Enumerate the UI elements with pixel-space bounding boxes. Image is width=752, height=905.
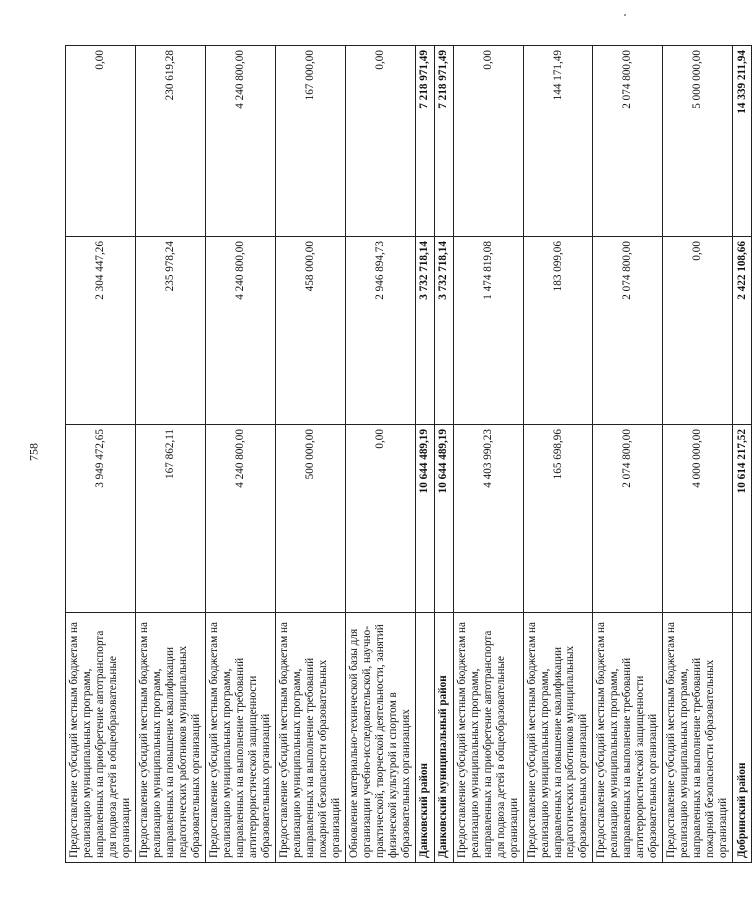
row-value-1: 500 000,00 xyxy=(275,425,345,613)
row-value-3: 14 339 211,94 xyxy=(733,46,752,237)
row-value-2: 183 099,06 xyxy=(523,237,593,425)
row-value-1: 165 698,96 xyxy=(523,425,593,613)
row-value-2: 1 474 819,08 xyxy=(453,237,523,425)
table-row xyxy=(66,46,136,863)
row-value-2: 235 978,24 xyxy=(135,237,205,425)
row-name: Предоставление субсидий местным бюджетам на реализацию муниципальных программ, направленных на повышение квалификации педагогических работников муниципальных образовательных организаций xyxy=(523,613,593,863)
page-number: 758 xyxy=(26,443,41,461)
table-row xyxy=(593,46,663,863)
row-value-2: 0,00 xyxy=(663,237,733,425)
row-value-2: 2 074 800,00 xyxy=(593,237,663,425)
row-value-1: 4 240 800,00 xyxy=(205,425,275,613)
scan-speck xyxy=(624,14,626,16)
row-name: Предоставление субсидий местным бюджетам на реализацию муниципальных программ, направленных на выполнение требований антитеррористической защищенности образовательных организаций xyxy=(593,613,663,863)
row-value-2: 3 732 718,14 xyxy=(415,237,434,425)
row-value-1: 167 862,11 xyxy=(135,425,205,613)
budget-table xyxy=(65,45,752,863)
table-container xyxy=(65,46,748,863)
row-value-3: 5 000 000,00 xyxy=(663,46,733,237)
row-value-3: 0,00 xyxy=(345,46,415,237)
row-value-3: 4 240 800,00 xyxy=(205,46,275,237)
row-value-2: 2 304 447,26 xyxy=(66,237,136,425)
row-name: Предоставление субсидий местным бюджетам на реализацию муниципальных программ, направленных на приобретение автотранспорта для подвоза детей в общеобразовательные организации xyxy=(66,613,136,863)
row-value-3: 7 218 971,49 xyxy=(434,46,453,237)
row-value-3: 2 074 800,00 xyxy=(593,46,663,237)
row-value-2: 458 000,00 xyxy=(275,237,345,425)
row-value-3: 230 619,28 xyxy=(135,46,205,237)
row-value-1: 10 644 489,19 xyxy=(434,425,453,613)
table-row-total xyxy=(415,46,434,863)
row-name: Обновление материально-технической базы для организации учебно-исследовательской, научно-практической, творческой деятельности, занятий физической культурой и спортом в образовательных организациях xyxy=(345,613,415,863)
table-body xyxy=(66,46,752,863)
row-value-1: 3 949 472,65 xyxy=(66,425,136,613)
row-value-1: 4 403 990,23 xyxy=(453,425,523,613)
row-name: Предоставление субсидий местным бюджетам на реализацию муниципальных программ, направленных на выполнение требований пожарной безопасности образовательных организаций xyxy=(663,613,733,863)
table-row-total xyxy=(733,46,752,863)
table-row xyxy=(663,46,733,863)
row-value-3: 0,00 xyxy=(453,46,523,237)
row-name: Добринский район xyxy=(733,613,752,863)
row-value-3: 167 000,00 xyxy=(275,46,345,237)
table-row xyxy=(135,46,205,863)
table-row xyxy=(205,46,275,863)
table-row xyxy=(453,46,523,863)
table-row xyxy=(523,46,593,863)
row-name: Предоставление субсидий местным бюджетам на реализацию муниципальных программ, направленных на выполнение требований антитеррористической защищенности образовательных организаций xyxy=(205,613,275,863)
table-row xyxy=(345,46,415,863)
row-value-2: 3 732 718,14 xyxy=(434,237,453,425)
row-value-1: 10 614 217,52 xyxy=(733,425,752,613)
table-row-total xyxy=(434,46,453,863)
row-value-2: 4 240 800,00 xyxy=(205,237,275,425)
row-name: Предоставление субсидий местным бюджетам на реализацию муниципальных программ, направленных на повышение квалификации педагогических работников муниципальных образовательных организаций xyxy=(135,613,205,863)
row-value-3: 0,00 xyxy=(66,46,136,237)
row-name: Предоставление субсидий местным бюджетам на реализацию муниципальных программ, направленных на приобретение автотранспорта для подвоза детей в общеобразовательные организации xyxy=(453,613,523,863)
row-value-1: 0,00 xyxy=(345,425,415,613)
row-name: Данковский муниципальный район xyxy=(434,613,453,863)
row-name: Предоставление субсидий местным бюджетам на реализацию муниципальных программ, направленных на выполнение требований пожарной безопасности образовательных организаций xyxy=(275,613,345,863)
row-value-1: 10 644 489,19 xyxy=(415,425,434,613)
row-name: Данковский район xyxy=(415,613,434,863)
table-row xyxy=(275,46,345,863)
row-value-2: 2 946 894,73 xyxy=(345,237,415,425)
rotated-table xyxy=(65,46,748,863)
row-value-3: 144 171,49 xyxy=(523,46,593,237)
row-value-1: 2 074 800,00 xyxy=(593,425,663,613)
row-value-2: 2 422 108,66 xyxy=(733,237,752,425)
row-value-1: 4 000 000,00 xyxy=(663,425,733,613)
row-value-3: 7 218 971,49 xyxy=(415,46,434,237)
